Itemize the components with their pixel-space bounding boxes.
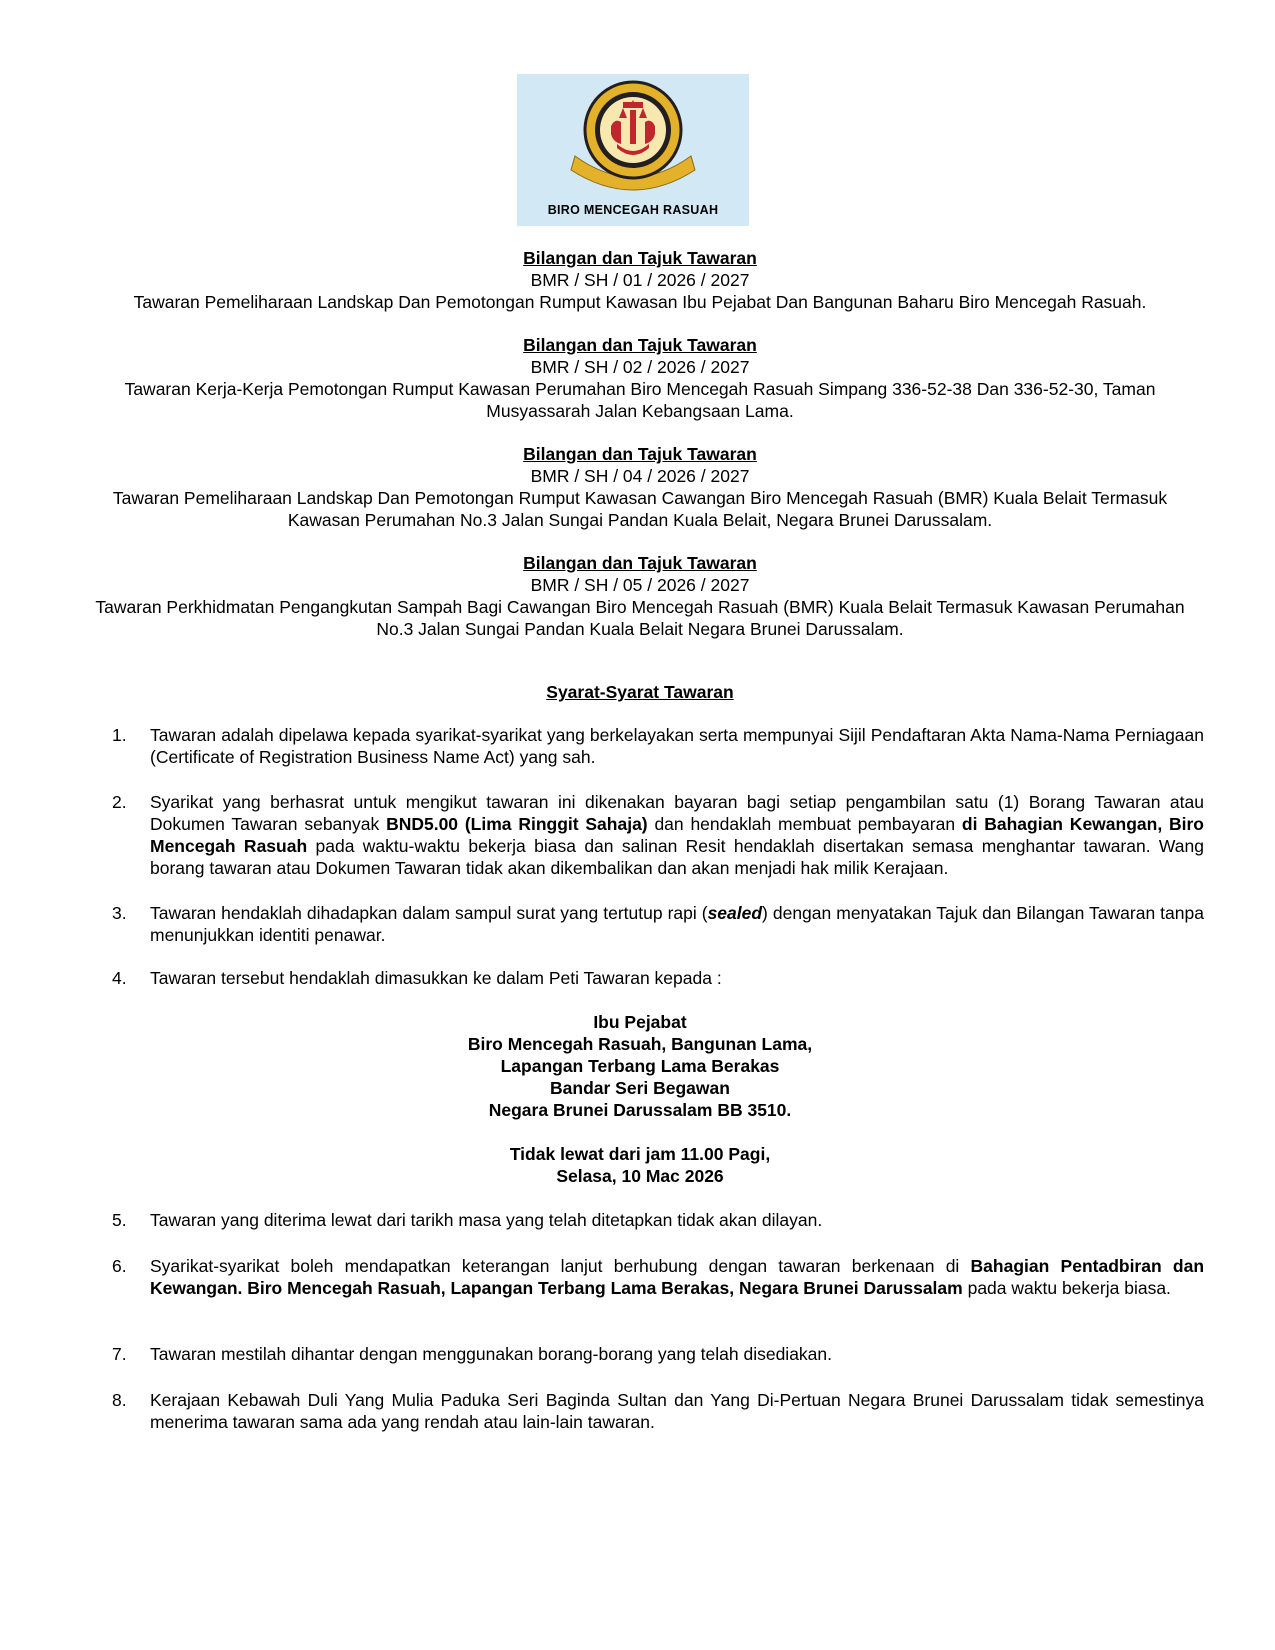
tender-ref: BMR / SH / 02 / 2026 / 2027: [530, 357, 750, 377]
item-text: Kerajaan Kebawah Duli Yang Mulia Paduka Seri Baginda Sultan dan Yang Di-Pertuan Negara Brunei Darussalam tidak semestinya menerima tawaran sama ada yang rendah atau lain-lain tawaran.: [150, 1390, 1204, 1432]
condition-item: [112, 724, 1204, 768]
tender-ref: BMR / SH / 04 / 2026 / 2027: [530, 466, 750, 486]
address-line: Negara Brunei Darussalam BB 3510.: [488, 1100, 792, 1120]
enquiry-location: Bahagian Pentadbiran dan Kewangan. Biro Mencegah Rasuah, Lapangan Terbang Lama Berakas, Negara Brunei Darussalam: [150, 1256, 1205, 1298]
payment-location: di Bahagian Kewangan, Biro Mencegah Rasuah: [150, 814, 1204, 856]
tender-title: Tawaran Pemeliharaan Landskap Dan Pemotongan Rumput Kawasan Cawangan Biro Mencegah Rasuah (BMR) Kuala Belait Termasuk Kawasan Perumahan No.3 Jalan Sungai Pandan Kuala Belait, Negara Brunei Darussalam.: [112, 488, 1168, 530]
logo-banner: [517, 74, 749, 226]
deadline-line: Tidak lewat dari jam 11.00 Pagi,: [509, 1144, 771, 1164]
condition-item: [112, 967, 1204, 989]
conditions-title: Syarat-Syarat Tawaran: [546, 682, 734, 702]
address-line: Biro Mencegah Rasuah, Bangunan Lama,: [467, 1034, 813, 1054]
item-number: 3.: [112, 903, 127, 923]
tender-block: [90, 552, 1190, 640]
sealed-emphasis: sealed: [707, 903, 763, 923]
fee-amount: BND5.00 (Lima Ringgit Sahaja): [386, 814, 648, 834]
submission-address: [70, 1011, 1210, 1121]
item-number: 6.: [112, 1256, 127, 1276]
item-number: 5.: [112, 1210, 127, 1230]
bmr-emblem-icon: [563, 78, 703, 198]
tender-heading: Bilangan dan Tajuk Tawaran: [523, 553, 757, 573]
condition-item: [112, 1389, 1204, 1433]
item-number: 8.: [112, 1390, 127, 1410]
condition-item: [112, 902, 1204, 946]
condition-item: [112, 1209, 1204, 1231]
address-line: Bandar Seri Begawan: [550, 1078, 730, 1098]
item-text: Tawaran yang diterima lewat dari tarikh masa yang telah ditetapkan tidak akan dilayan.: [150, 1210, 823, 1230]
item-text: Syarikat yang berhasrat untuk mengikut tawaran ini dikenakan bayaran bagi setiap pengambilan satu (1) Borang Tawaran atau Dokumen Tawaran sebanyak BND5.00 (Lima Ringgit Sahaja) dan hendaklah membuat pembayaran di Bahagian Kewangan, Biro Mencegah Rasuah pada waktu-waktu bekerja biasa dan salinan Resit hendaklah disertakan semasa menghantar tawaran. Wang borang tawaran atau Dokumen Tawaran tidak akan dikembalikan dan akan menjadi hak milik Kerajaan.: [150, 792, 1205, 878]
tender-block: [80, 334, 1200, 422]
item-text: Syarikat-syarikat boleh mendapatkan keterangan lanjut berhubung dengan tawaran berkenaan di Bahagian Pentadbiran dan Kewangan. Biro Mencegah Rasuah, Lapangan Terbang Lama Berakas, Negara Brunei Darussalam pada waktu bekerja biasa.: [150, 1256, 1205, 1298]
condition-item: [112, 1343, 1204, 1365]
item-text: Tawaran adalah dipelawa kepada syarikat-syarikat yang berkelayakan serta mempunyai Sijil Pendaftaran Akta Nama-Nama Perniagaan (Certificate of Registration Business Name Act) yang sah.: [150, 725, 1204, 767]
address-line: Ibu Pejabat: [593, 1012, 687, 1032]
tender-block: [70, 247, 1210, 313]
tender-heading: Bilangan dan Tajuk Tawaran: [523, 335, 757, 355]
logo-caption: BIRO MENCEGAH RASUAH: [547, 203, 719, 217]
item-text: Tawaran hendaklah dihadapkan dalam sampul surat yang tertutup rapi (sealed) dengan menyatakan Tajuk dan Bilangan Tawaran tanpa menunjukkan identiti penawar.: [150, 903, 1204, 945]
address-line: Lapangan Terbang Lama Berakas: [500, 1056, 780, 1076]
tender-title: Tawaran Perkhidmatan Pengangkutan Sampah Bagi Cawangan Biro Mencegah Rasuah (BMR) Kuala Belait Termasuk Kawasan Perumahan No.3 Jalan Sungai Pandan Kuala Belait Negara Brunei Darussalam.: [95, 597, 1185, 639]
item-number: 7.: [112, 1344, 127, 1364]
item-number: 2.: [112, 792, 127, 812]
tender-block: [100, 443, 1180, 531]
condition-item: [112, 1255, 1204, 1299]
tender-heading: Bilangan dan Tajuk Tawaran: [523, 444, 757, 464]
tender-ref: BMR / SH / 01 / 2026 / 2027: [530, 270, 750, 290]
tender-heading: Bilangan dan Tajuk Tawaran: [523, 248, 757, 268]
submission-deadline: [70, 1143, 1210, 1187]
item-number: 1.: [112, 725, 127, 745]
item-number: 4.: [112, 968, 127, 988]
tender-title: Tawaran Pemeliharaan Landskap Dan Pemotongan Rumput Kawasan Ibu Pejabat Dan Bangunan Baharu Biro Mencegah Rasuah.: [133, 292, 1147, 312]
tender-ref: BMR / SH / 05 / 2026 / 2027: [530, 575, 750, 595]
tender-title: Tawaran Kerja-Kerja Pemotongan Rumput Kawasan Perumahan Biro Mencegah Rasuah Simpang 336-52-38 Dan 336-52-30, Taman Musyassarah Jalan Kebangsaan Lama.: [124, 379, 1156, 421]
condition-item: [112, 791, 1204, 879]
deadline-line: Selasa, 10 Mac 2026: [556, 1166, 724, 1186]
item-text: Tawaran mestilah dihantar dengan menggunakan borang-borang yang telah disediakan.: [150, 1344, 833, 1364]
item-text: Tawaran tersebut hendaklah dimasukkan ke dalam Peti Tawaran kepada :: [150, 968, 722, 988]
